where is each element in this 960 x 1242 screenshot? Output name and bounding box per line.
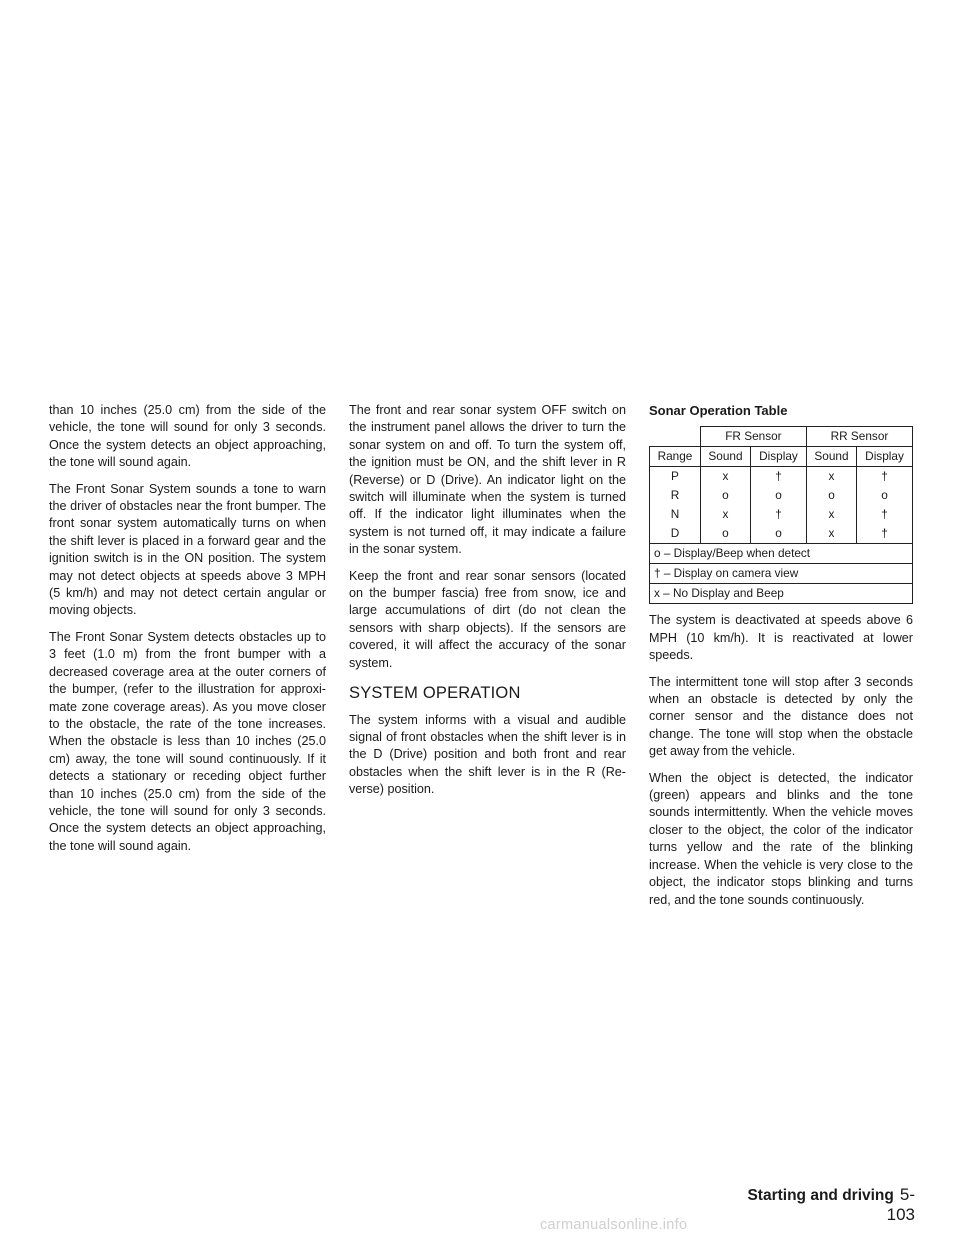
table-cell: †: [857, 505, 913, 524]
table-header-cell: Sound: [700, 447, 750, 467]
table-header-row: [650, 447, 913, 467]
paragraph: than 10 inches (25.0 cm) from the side of the vehicle, the tone will sound for only 3 seconds. Once the system detects an object approaching, the tone will sound again.: [49, 403, 326, 470]
table-cell: †: [751, 467, 807, 487]
table-cell: R: [650, 486, 701, 505]
table-corner-cell: [650, 427, 701, 447]
table-legend: o – Display/Beep when detect: [650, 544, 913, 564]
watermark: carmanualsonline.info: [540, 1217, 688, 1233]
table-legend-row: [650, 584, 913, 604]
table-header-cell: Range: [650, 447, 701, 467]
table-legend-row: [650, 564, 913, 584]
table-header-cell: Display: [857, 447, 913, 467]
footer-section-title: Starting and driving: [747, 1187, 894, 1204]
table-cell: D: [650, 524, 701, 544]
table-cell: †: [857, 467, 913, 487]
paragraph: Keep the front and rear sonar sensors (located on the bumper fascia) free from snow, ice and large accumulations of dirt (do not clean the sensors with sharp objects). If the sensors are covered, it will affect the accuracy of the sonar system.: [349, 568, 626, 670]
section-heading: SYSTEM OPERATION: [349, 684, 521, 703]
page-number: 5-103: [886, 1185, 915, 1224]
paragraph: The system informs with a visual and audible signal of front obstacles when the shift lever is in the D (Drive) position and both front and rear obstacles when the shift lever is in the R (Re-verse) position.: [349, 712, 626, 797]
table-cell: o: [751, 486, 807, 505]
table-title: Sonar Operation Table: [649, 403, 788, 418]
table-cell: o: [806, 486, 856, 505]
text-column-left: [49, 402, 326, 864]
table-legend: x – No Display and Beep: [650, 584, 913, 604]
table-group-header: RR Sensor: [806, 427, 912, 447]
table-cell: x: [806, 467, 856, 487]
paragraph: The intermittent tone will stop after 3 seconds when an obstacle is detected by only the corner sensor and the distance does not change. The tone will stop when the obstacle get away from the vehicle.: [649, 674, 913, 759]
table-cell: x: [700, 467, 750, 487]
table-legend: † – Display on camera view: [650, 564, 913, 584]
page-footer: [735, 1185, 915, 1225]
text-column-right: [649, 402, 913, 918]
table-row: [650, 467, 913, 487]
table-row: [650, 505, 913, 524]
paragraph: The front and rear sonar system OFF switch on the instrument panel allows the driver to turn the sonar system on and off. To turn the system off, the ignition must be ON, and the shift lever in R (Reverse) or D (Drive). An indicator light on the switch will illuminate when the system is turned off. If the indicator light illuminates when the system is not turned off, it may indicate a failure in the sonar system.: [349, 403, 626, 557]
table-cell: x: [700, 505, 750, 524]
paragraph: When the object is detected, the indicator (green) appears and blinks and the tone sounds intermittently. When the vehicle moves closer to the object, the color of the indicator turns yellow and the rate of the blinking increase. When the vehicle is very close to the object, the indicator stops blinking and turns red, and the tone sounds continuously.: [649, 770, 913, 907]
sonar-operation-table: [649, 426, 913, 604]
table-header-cell: Sound: [806, 447, 856, 467]
table-header-cell: Display: [751, 447, 807, 467]
paragraph: The system is deactivated at speeds above 6 MPH (10 km/h). It is reactivated at lower speeds.: [649, 613, 913, 663]
table-row: [650, 524, 913, 544]
table-cell: P: [650, 467, 701, 487]
table-cell: o: [700, 486, 750, 505]
table-cell: o: [857, 486, 913, 505]
table-cell: o: [751, 524, 807, 544]
table-group-header: FR Sensor: [700, 427, 806, 447]
table-row: [650, 486, 913, 505]
table-cell: o: [700, 524, 750, 544]
paragraph: The Front Sonar System sounds a tone to warn the driver of obstacles near the front bumper. The front sonar system automatically turns on when the shift lever is placed in a forward gear and the ignition switch is in the ON position. The system may not detect objects at speeds above 3 MPH (5 km/h) and may not detect certain angular or moving objects.: [49, 481, 326, 618]
paragraph: The Front Sonar System detects obstacles up to 3 feet (1.0 m) from the front bumper with a decreased coverage area at the outer corners of the bumper, (refer to the illustration for approxi-mate zone coverage areas). As you move closer to the obstacle, the rate of the tone increases. When the obstacle is less than 10 inches (25.0 cm) away, the tone will sound continuously. If it detects a stationary or receding object further than 10 inches (25.0 cm) from the side of the vehicle, the tone will sound for only 3 seconds. Once the system detects an object approaching, the tone will sound again.: [49, 629, 326, 853]
table-cell: x: [806, 524, 856, 544]
table-cell: †: [857, 524, 913, 544]
table-group-header-row: [650, 427, 913, 447]
text-column-middle: [349, 402, 626, 808]
table-cell: †: [751, 505, 807, 524]
table-legend-row: [650, 544, 913, 564]
table-cell: N: [650, 505, 701, 524]
table-cell: x: [806, 505, 856, 524]
